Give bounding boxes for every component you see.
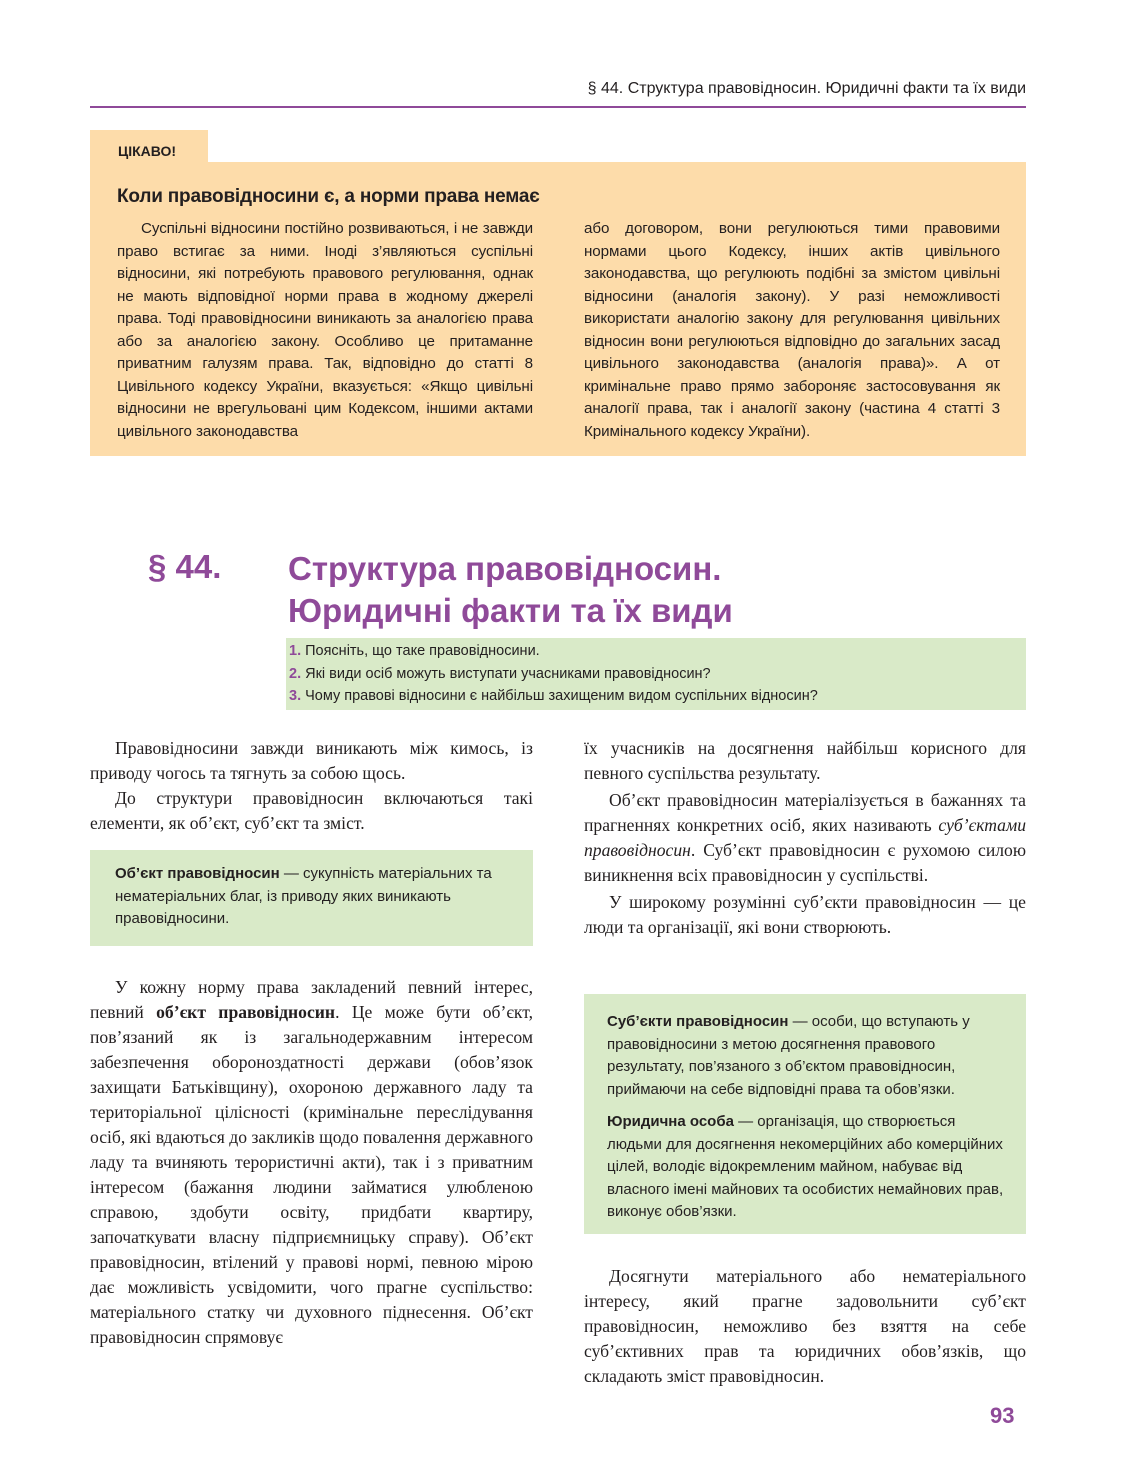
paragraph (90, 975, 533, 1350)
definition-box-subject (584, 994, 1026, 1234)
definition-text (115, 863, 513, 931)
definition-body: — сукупність матеріальних та нематеріальних благ, із приводу яких виникають правовідносини. (115, 865, 492, 927)
subject-term: суб’єктами правовідносин (584, 815, 1026, 860)
right-column-top (584, 736, 1026, 940)
question-text: Які види осіб можуть виступати учасниками правовідносин? (305, 665, 711, 682)
definition-term: Юридична особа (607, 1113, 734, 1130)
question-item (289, 663, 1026, 686)
object-term: об’єкт правовідносин (156, 1002, 336, 1022)
left-column-main (90, 975, 533, 1350)
section-number: § 44. (148, 548, 222, 585)
question-number: 2. (289, 665, 302, 682)
paragraph: До структури правовідносин включаються такі елементи, як об’єкт, суб’єкт та зміст. (90, 788, 533, 833)
questions-box (286, 638, 1026, 710)
section-title (288, 548, 733, 632)
paragraph-end: . Це може бути об’єкт, пов’язаний як із загальнодержавним інтересом забезпечення обороноздатності держави (обов’язок захищати Батьківщину), охороною державного ладу та територіальної цілісності (кримінальне переслідування осіб, які вдаються до закликів щодо повалення державного ладу та вчиняють терористичні акти), так і з приватним інтересом (бажання людини займатися улюбленою справою, здобути освіту, придбати квартиру, започаткувати власну підприємницьку справу). Об’єкт правовідносин, втілений у правові нормі, певною мірою дає можливість усвідомити, чого прагне суспільство: матеріального статку чи духовного піднесення. Об’єкт правовідносин спрямовує (90, 1002, 534, 1347)
paragraph: У широкому розумінні суб’єкти правовідносин — це люди та організації, які вони створюють. (584, 892, 1026, 937)
running-header: § 44. Структура правовідносин. Юридичні факти та їх види (587, 80, 1026, 97)
paragraph-start: Об’єкт правовідносин матеріалізується в бажаннях та прагненнях конкретних осіб, яких називають (584, 790, 1026, 835)
question-item (289, 685, 1026, 708)
section-title-line1: Структура правовідносин. (288, 550, 722, 587)
left-column-intro (90, 736, 533, 836)
question-text: Поясніть, що таке правовідносини. (305, 643, 540, 659)
header-rule (90, 106, 1026, 108)
paragraph-start: У кожну норму права закладений певний інтерес, певний (90, 977, 533, 1022)
definition-text (607, 1111, 1006, 1224)
paragraph (584, 788, 1026, 888)
paragraph: Досягнути матеріального або нематеріального інтересу, який прагне задовольнити суб’єкт правовідносин, неможливо без взяття на себе суб’єктивних прав та юридичних обов’язків, що складають зміст правовідносин. (584, 1266, 1026, 1386)
definition-term: Суб’єкти правовідносин (607, 1013, 789, 1030)
interesting-text-left: Суспільні відносини постійно розвиваються, і не завжди право встигає за ними. Іноді з’являються суспільні відносини, які потребують правового регулювання, однак не мають відповідної норми права в жодному джерелі права. Тоді правовідносини виникають за аналогією права або за аналогією закону. Особливо це притаманне приватним галузям права. Так, відповідно до статті 8 Цивільного кодексу України, вказується: «Якщо цивільні відносини не врегульовані цим Кодексом, іншими актами цивільного законодавства (117, 220, 533, 440)
interesting-text-right: або договором, вони регулюються тими правовими нормами цього Кодексу, інших актів цивільного законодавства, що регулюють подібні за змістом цивільні відносини (аналогія закону). У разі неможливості використати аналогію закону для регулювання цивільних відносин вони регулюються відповідно до загальних засад цивільного законодавства (аналогія права)». А от кримінальне право прямо забороняє застосовування як аналогії права, так і аналогії закону (частина 4 статті 3 Кримінального кодексу України). (584, 220, 1000, 440)
definition-body: — організація, що створюється людьми для досягнення некомерційних або комерційних цілей, володіє відокремленим майном, набуває від власного імені майнових та особистих немайнових прав, виконує обов’язки. (607, 1113, 1004, 1220)
paragraph: Правовідносини завжди виникають між кимось, із приводу чогось та тягнуть за собою щось. (90, 738, 533, 783)
definition-term: Об’єкт правовідносин (115, 865, 280, 882)
question-item (289, 640, 1026, 663)
definition-text (607, 1011, 1006, 1101)
question-number: 3. (289, 688, 302, 704)
definition-box-object (90, 850, 533, 946)
section-title-line2: Юридичні факти та їх види (288, 592, 733, 629)
interesting-tab: ЦІКАВО! (90, 130, 208, 162)
paragraph-end: . Суб’єкт правовідносин є рухомою силою виникнення всіх правовідносин у суспільстві. (584, 840, 1026, 885)
question-text: Чому правові відносини є найбільш захищеним видом суспільних відносин? (305, 688, 818, 704)
paragraph: їх учасників на досягнення найбільш корисного для певного суспільства результату. (584, 738, 1026, 783)
page-number: 93 (990, 1403, 1015, 1428)
question-number: 1. (289, 643, 302, 659)
interesting-title: Коли правовідносини є, а норми права немає (117, 186, 540, 207)
definition-body: — особи, що вступають у правовідносини з метою досягнення правового результату, пов’язаного з об’єктом правовідносин, приймаючи на себе відповідні права та обов’язки. (607, 1013, 970, 1098)
right-column-bottom (584, 1264, 1026, 1389)
